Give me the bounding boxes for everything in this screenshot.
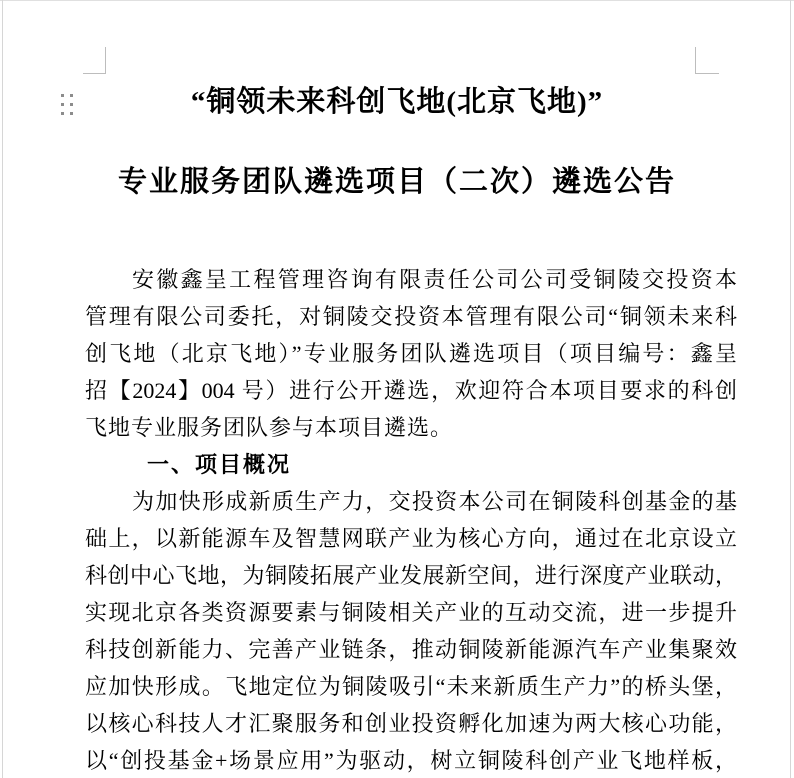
- paragraph-line[interactable]: 为加快形成新质生产力，交投资本公司在铜陵科创基金的基: [132, 489, 737, 514]
- paragraph-line[interactable]: 实现北京各类资源要素与铜陵相关产业的互动交流，进一步提升: [85, 600, 737, 625]
- document-title-line-2[interactable]: 专业服务团队遴选项目（二次）遴选公告: [117, 166, 676, 198]
- paragraph-line[interactable]: 科技创新能力、完善产业链条，推动铜陵新能源汽车产业集聚效: [85, 637, 737, 662]
- section-heading[interactable]: 一、项目概况: [147, 452, 292, 477]
- paragraph-line[interactable]: 创飞地（北京飞地）”专业服务团队遴选项目（项目编号：鑫呈: [85, 341, 737, 366]
- page-edge-top: [0, 0, 794, 1]
- document-title-line-1[interactable]: “铜领未来科创飞地(北京飞地)”: [190, 86, 604, 118]
- paragraph-line[interactable]: 以“创投基金+场景应用”为驱动，树立铜陵科创产业飞地样板，: [85, 748, 737, 773]
- paragraph-line[interactable]: 应加快形成。飞地定位为铜陵吸引“未来新质生产力”的桥头堡，: [85, 674, 737, 699]
- paragraph-line[interactable]: 招【2024】004 号）进行公开遴选，欢迎符合本项目要求的科创: [85, 378, 737, 403]
- paragraph-line[interactable]: 飞地专业服务团队参与本项目遴选。: [85, 415, 454, 440]
- paragraph-line[interactable]: 以核心科技人才汇聚服务和创业投资孵化加速为两大核心功能，: [85, 711, 737, 736]
- document-body: [85, 261, 737, 778]
- margin-corner-mark-top-right: [695, 47, 719, 74]
- paragraph-line[interactable]: 础上，以新能源车及智慧网联产业为核心方向，通过在北京设立: [85, 526, 737, 551]
- margin-corner-mark-top-left: [83, 47, 106, 74]
- paragraph-line[interactable]: 科创中心飞地，为铜陵拓展产业发展新空间，进行深度产业联动，: [85, 563, 737, 588]
- paragraph-line[interactable]: 安徽鑫呈工程管理咨询有限责任公司公司受铜陵交投资本: [132, 267, 737, 292]
- paragraph-line[interactable]: 管理有限公司委托，对铜陵交投资本管理有限公司“铜领未来科: [85, 304, 737, 329]
